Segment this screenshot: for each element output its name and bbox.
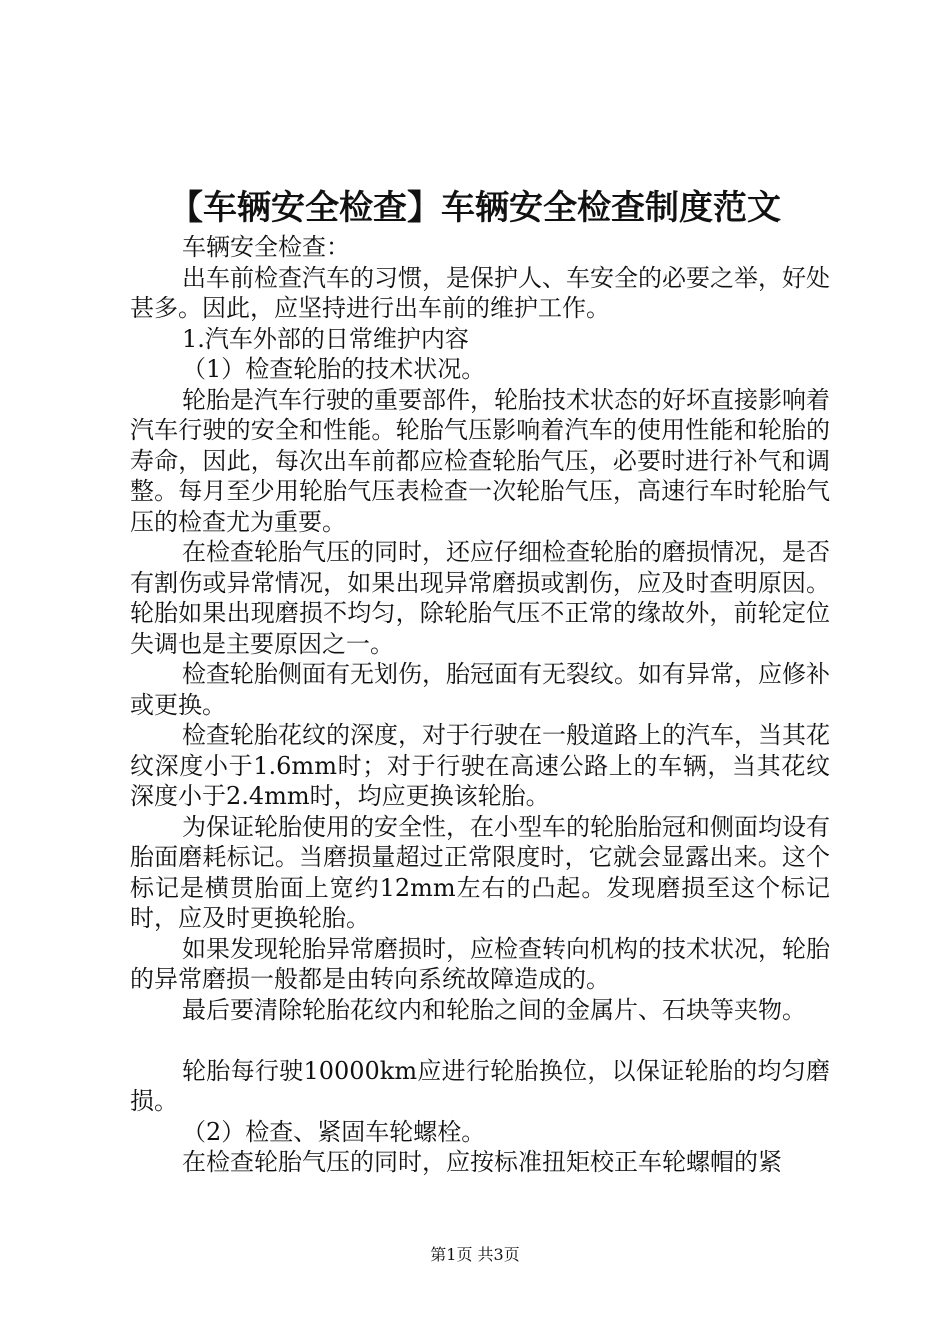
- paragraph-wheel-nuts: 在检查轮胎气压的同时，应按标准扭矩校正车轮螺帽的紧: [182, 1148, 782, 1176]
- paragraph-wear-indicator: 为保证轮胎使用的安全性，在小型车的轮胎胎冠和侧面均设有胎面磨耗标记。当磨损量超过正常限度时，它就会显露出来。这个标记是横贯胎面上宽约12mm左右的凸起。发现磨损至这个标记时，应及时更换轮胎。: [130, 812, 830, 932]
- section-heading-exterior: 1.汽车外部的日常维护内容: [182, 324, 469, 353]
- blank-line: [130, 1025, 830, 1056]
- paragraph-tire-pressure: 轮胎是汽车行驶的重要部件，轮胎技术状态的好坏直接影响着汽车行驶的安全和性能。轮胎气压影响着汽车的使用性能和轮胎的寿命，因此，每次出车前都应检查轮胎气压，必要时进行补气和调整。每月至少用轮胎气压表检查一次轮胎气压，高速行车时轮胎气压的检查尤为重要。: [130, 385, 830, 536]
- paragraph-steering-check: 如果发现轮胎异常磨损时，应检查转向机构的技术状况，轮胎的异常磨损一般都是由转向系统故障造成的。: [130, 934, 830, 993]
- page-footer: 第1页 共3页: [430, 1245, 520, 1264]
- document-title: 【车辆安全检查】车辆安全检查制度范文: [169, 188, 781, 228]
- paragraph-tire-sidewall: 检查轮胎侧面有无划伤，胎冠面有无裂纹。如有异常，应修补或更换。: [130, 660, 830, 719]
- paragraph-tire-wear: 在检查轮胎气压的同时，还应仔细检查轮胎的磨损情况，是否有割伤或异常情况，如果出现异常磨损或割伤，应及时查明原因。轮胎如果出现磨损不均匀，除轮胎气压不正常的缘故外，前轮定位失调也是主要原因之一。: [130, 538, 830, 658]
- paragraph-intro: 出车前检查汽车的习惯，是保护人、车安全的必要之举，好处甚多。因此，应坚持进行出车前的维护工作。: [130, 263, 830, 322]
- subsection-heading-tires: （1）检查轮胎的技术状况。: [182, 355, 486, 383]
- document-body: [130, 232, 830, 1178]
- subsection-heading-wheel-bolts: （2）检查、紧固车轮螺栓。: [182, 1117, 486, 1146]
- paragraph-tire-rotation: 轮胎每行驶10000km应进行轮胎换位，以保证轮胎的均匀磨损。: [130, 1056, 830, 1115]
- paragraph-heading-label: 车辆安全检查：: [182, 233, 350, 261]
- paragraph-tread-depth: 检查轮胎花纹的深度，对于行驶在一般道路上的汽车，当其花纹深度小于1.6mm时；对于行驶在高速公路上的车辆，当其花纹深度小于2.4mm时，均应更换该轮胎。: [130, 721, 830, 810]
- paragraph-clear-debris: 最后要清除轮胎花纹内和轮胎之间的金属片、石块等夹物。: [182, 995, 806, 1024]
